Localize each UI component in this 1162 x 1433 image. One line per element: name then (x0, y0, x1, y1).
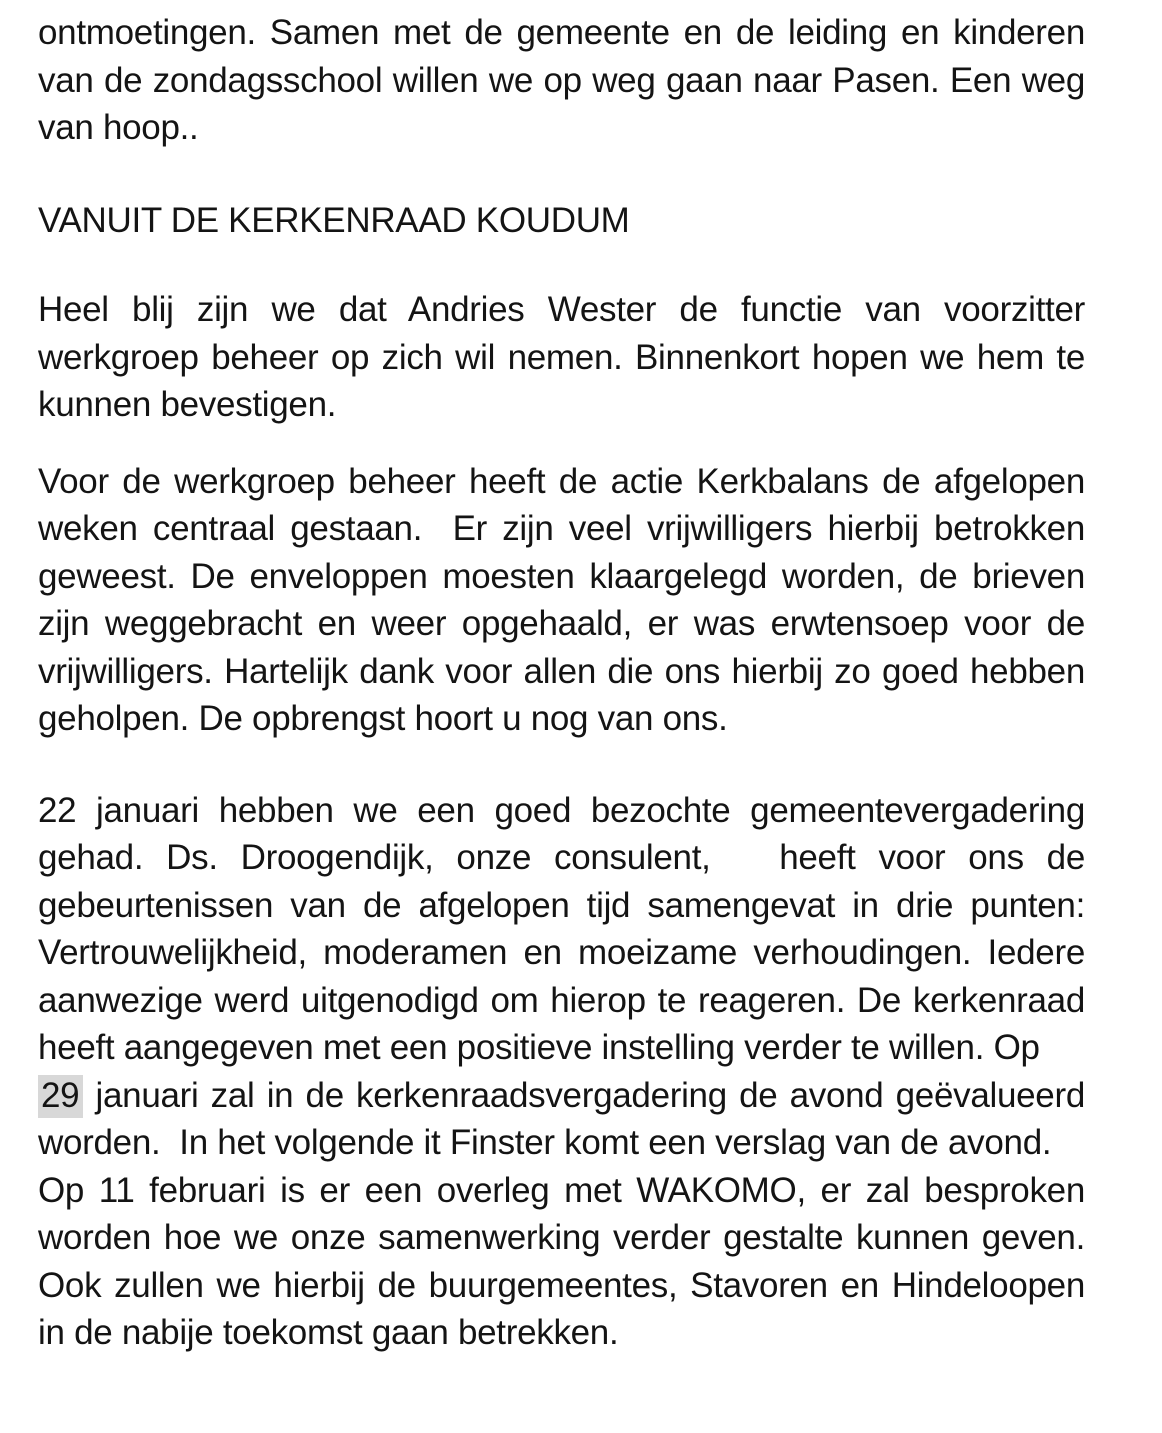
text-line (38, 381, 1085, 429)
text-segment: Voor de werkgroep beheer heeft de actie Kerkbalans de afgelopen (38, 461, 1085, 501)
document-page (0, 9, 1162, 1433)
text-segment: Vertrouwelijkheid, moderamen en moeizame verhoudingen. Iedere (38, 933, 1085, 972)
text-line (38, 1214, 1085, 1262)
text-line (38, 882, 1085, 930)
text-line (38, 286, 1085, 334)
text-segment: in de nabije toekomst gaan betrekken. (38, 1313, 619, 1352)
text-line (38, 9, 1085, 57)
text-segment: zijn weggebracht en weer opgehaald, er was erwtensoep voor de (38, 604, 1085, 643)
text-line (38, 334, 1085, 382)
text-line (38, 1072, 1085, 1120)
text-line (38, 929, 1085, 977)
heading-line (38, 197, 1085, 245)
text-line (38, 648, 1085, 696)
text-segment: januari zal in de kerkenraadsvergadering de avond geëvalueerd (83, 1075, 1085, 1115)
paragraph-voorzitter-werkgroep-beheer (38, 286, 1085, 429)
text-line (38, 458, 1085, 506)
text-line (38, 977, 1085, 1025)
text-segment: worden hoe we onze samenwerking verder gestalte kunnen geven. (38, 1218, 1085, 1257)
text-line (38, 834, 1085, 882)
text-line (38, 695, 1085, 743)
text-segment: geholpen. De opbrengst hoort u nog van ons. (38, 699, 728, 738)
text-line (38, 1309, 1085, 1357)
text-segment: vrijwilligers. Hartelijk dank voor allen die ons hierbij zo goed hebben (38, 651, 1085, 691)
text-line (38, 1262, 1085, 1310)
text-segment: van hoop.. (38, 108, 199, 147)
text-line (38, 1167, 1085, 1215)
text-segment: Ook zullen we hierbij de buurgemeentes, Stavoren en Hindeloopen (38, 1265, 1085, 1305)
text-segment: heeft aangegeven met een positieve instelling verder te willen. Op (38, 1028, 1040, 1067)
paragraph-intro (38, 9, 1085, 152)
text-segment: Heel blij zijn we dat Andries Wester de functie van voorzitter (38, 290, 1085, 329)
text-segment: Op 11 februari is er een overleg met WAKOMO, er zal besproken (38, 1170, 1085, 1210)
text-segment: worden. In het volgende it Finster komt een verslag van de avond. (38, 1123, 1052, 1162)
text-line (38, 787, 1085, 835)
highlighted-text: 29 (38, 1075, 83, 1118)
text-line (38, 1024, 1085, 1072)
paragraph-actie-kerkbalans (38, 458, 1085, 743)
text-segment: 22 januari hebben we een goed bezochte gemeentevergadering (38, 790, 1085, 830)
text-segment: van de zondagsschool willen we op weg gaan naar Pasen. Een weg (38, 60, 1085, 100)
text-segment: aanwezige werd uitgenodigd om hierop te reageren. De kerkenraad (38, 980, 1085, 1020)
paragraph-gemeentevergadering (38, 787, 1085, 1357)
text-segment: gebeurtenissen van de afgelopen tijd samengevat in drie punten: (38, 885, 1085, 925)
text-segment: ontmoetingen. Samen met de gemeente en de leiding en kinderen (38, 13, 1085, 52)
text-segment: weken centraal gestaan. Er zijn veel vrijwilligers hierbij betrokken (38, 509, 1085, 548)
heading-vanuit-de-kerkenraad-koudum (38, 197, 1085, 245)
text-segment: werkgroep beheer op zich wil nemen. Binnenkort hopen we hem te (38, 337, 1085, 377)
text-segment: geweest. De enveloppen moesten klaargelegd worden, de brieven (38, 556, 1085, 596)
text-line (38, 1119, 1085, 1167)
text-segment: kunnen bevestigen. (38, 385, 337, 424)
text-line (38, 600, 1085, 648)
text-line (38, 57, 1085, 105)
text-line (38, 505, 1085, 553)
text-segment: VANUIT DE KERKENRAAD KOUDUM (38, 200, 630, 240)
text-line (38, 553, 1085, 601)
text-line (38, 104, 1085, 152)
text-segment: gehad. Ds. Droogendijk, onze consulent, heeft voor ons de (38, 838, 1085, 877)
